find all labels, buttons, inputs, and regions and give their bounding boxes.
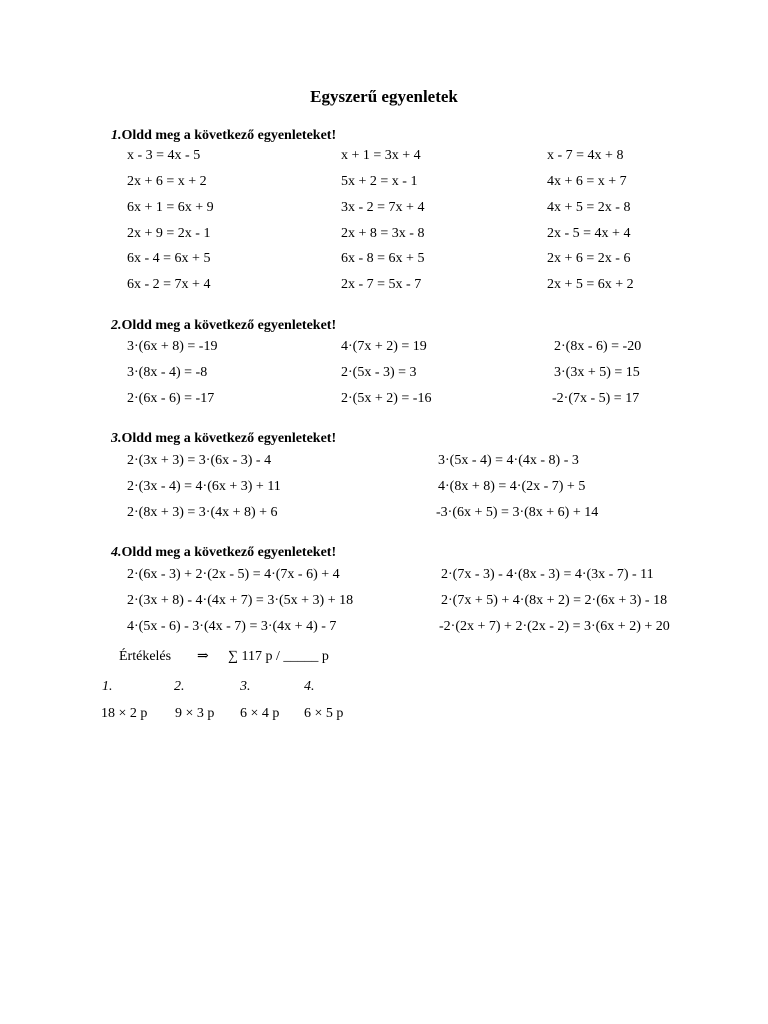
equation: 4x + 6 = x + 7 [547,174,627,189]
equation: -3·(6x + 5) = 3·(8x + 6) + 14 [436,505,599,520]
equation: 2x + 6 = 2x - 6 [547,251,631,266]
equation: 2x - 7 = 5x - 7 [341,277,422,292]
equation: 2x + 6 = x + 2 [127,174,207,189]
equation: 2·(5x - 3) = 3 [341,365,417,380]
equation: 4·(5x - 6) - 3·(4x - 7) = 3·(4x + 4) - 7 [127,619,337,634]
equation: 6x - 4 = 6x + 5 [127,251,211,266]
equation: 4·(7x + 2) = 19 [341,339,427,354]
scoring-points: 6 × 5 p [304,706,344,721]
section-3-title: Oldd meg a következő egyenleteket! [121,431,337,446]
equation: 4x + 5 = 2x - 8 [547,200,631,215]
equation: 2·(3x + 3) = 3·(6x - 3) - 4 [127,453,272,468]
section-4-heading [111,544,336,562]
section-1-title: Oldd meg a következő egyenleteket! [121,128,337,143]
equation: 2·(8x + 3) = 3·(4x + 8) + 6 [127,505,278,520]
equation: 2x - 5 = 4x + 4 [547,226,631,241]
equation: 3·(5x - 4) = 4·(4x - 8) - 3 [438,453,579,468]
section-4-title: Oldd meg a következő egyenleteket! [121,545,337,560]
equation: 2·(6x - 3) + 2·(2x - 5) = 4·(7x - 6) + 4 [127,567,340,582]
section-1-heading [111,127,336,145]
equation: 2x + 9 = 2x - 1 [127,226,211,241]
scoring-number: 3. [240,679,251,694]
equation: x + 1 = 3x + 4 [341,148,421,163]
equation: -2·(7x - 5) = 17 [552,391,640,406]
equation: 2x + 5 = 6x + 2 [547,277,634,292]
equation: x - 3 = 4x - 5 [127,148,201,163]
equation: 3·(6x + 8) = -19 [127,339,218,354]
equation: 3·(3x + 5) = 15 [554,365,640,380]
scoring-number: 2. [174,679,185,694]
section-2-title: Oldd meg a következő egyenleteket! [121,318,337,333]
equation: 2·(7x - 3) - 4·(8x - 3) = 4·(3x - 7) - 11 [441,567,654,582]
page-title: Egyszerű egyenletek [310,87,458,106]
section-2-number: 2. [111,318,122,333]
equation: 4·(8x + 8) = 4·(2x - 7) + 5 [438,479,586,494]
equation: 5x + 2 = x - 1 [341,174,418,189]
section-4-number: 4. [111,545,122,560]
equation: 6x - 8 = 6x + 5 [341,251,425,266]
evaluation-label: Értékelés [119,649,172,664]
equation: 3x - 2 = 7x + 4 [341,200,425,215]
equation: 2·(5x + 2) = -16 [341,391,432,406]
section-3-number: 3. [111,431,122,446]
section-2-heading [111,317,336,335]
equation: 3·(8x - 4) = -8 [127,365,208,380]
equation: 2x + 8 = 3x - 8 [341,226,425,241]
section-1-number: 1. [111,128,122,143]
scoring-number: 1. [102,679,113,694]
scoring-points: 9 × 3 p [175,706,215,721]
equation: -2·(2x + 7) + 2·(2x - 2) = 3·(6x + 2) + 20 [439,619,670,634]
equation: 2·(6x - 6) = -17 [127,391,215,406]
equation: 2·(3x - 4) = 4·(6x + 3) + 11 [127,479,281,494]
equation: 2·(7x + 5) + 4·(8x + 2) = 2·(6x + 3) - 18 [441,593,668,608]
equation: x - 7 = 4x + 8 [547,148,624,163]
scoring-number: 4. [304,679,315,694]
equation: 2·(8x - 6) = -20 [554,339,642,354]
equation: 2·(3x + 8) - 4·(4x + 7) = 3·(5x + 3) + 18 [127,593,354,608]
scoring-points: 6 × 4 p [240,706,280,721]
total-points: ∑ 117 p / _____ p [228,649,329,664]
equation: 6x + 1 = 6x + 9 [127,200,214,215]
scoring-points: 18 × 2 p [101,706,148,721]
implies-arrow: ⇒ [197,649,209,664]
section-3-heading [111,430,336,448]
equation: 6x - 2 = 7x + 4 [127,277,211,292]
